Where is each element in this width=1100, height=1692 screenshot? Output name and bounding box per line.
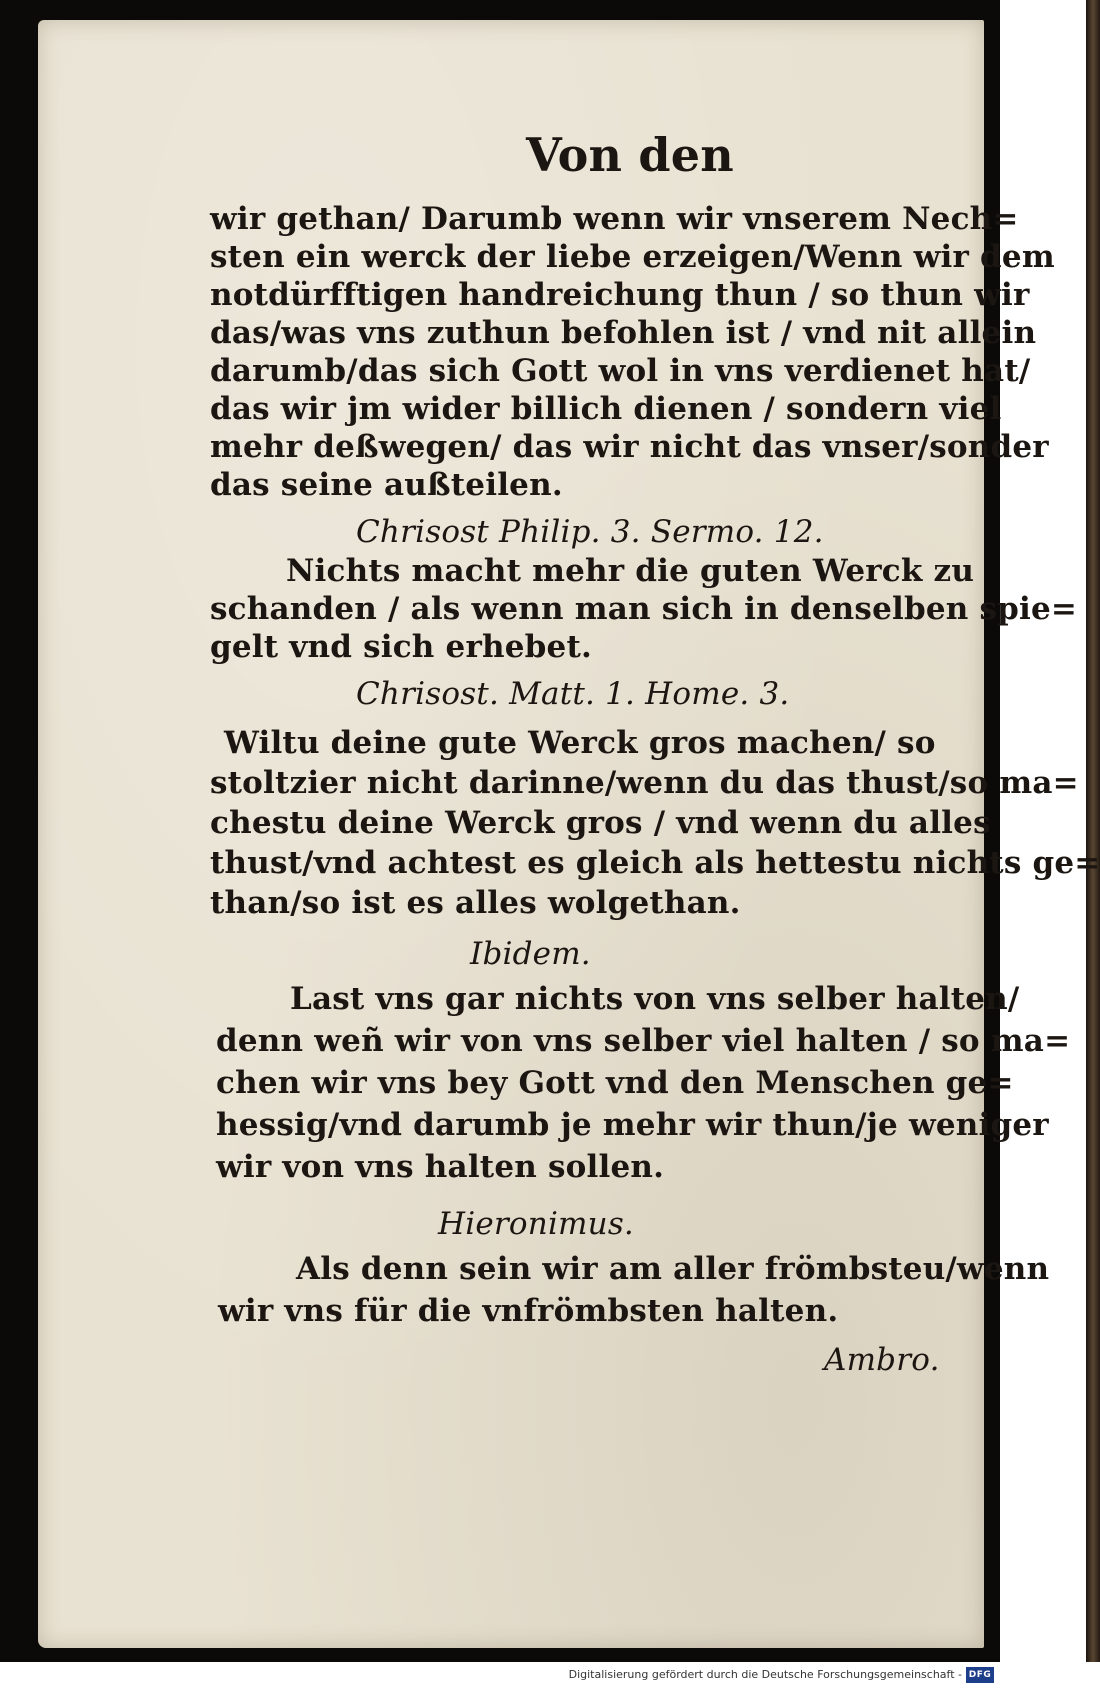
text-line: thust/vnd achtest es gleich als hettestu nichts ge=: [210, 845, 1100, 881]
text-line: Als denn sein wir am aller frömbsteu/wenn: [296, 1251, 1050, 1287]
section-heading: Chrisost. Matt. 1. Home. 3.: [356, 676, 790, 712]
section-heading: Hieronimus.: [438, 1206, 634, 1242]
catchword: Ambro.: [824, 1342, 940, 1378]
text-line: than/so ist es alles wolgethan.: [210, 885, 741, 921]
section-heading: Ibidem.: [470, 936, 591, 972]
dfg-logo-icon: DFG: [966, 1667, 994, 1683]
text-line: stoltzier nicht darinne/wenn du das thust/so ma=: [210, 765, 1079, 801]
funding-credit: Digitalisierung gefördert durch die Deutsche Forschungsgemeinschaft -: [568, 1668, 962, 1681]
text-line: Nichts macht mehr die guten Werck zu: [286, 553, 975, 589]
text-line: das wir jm wider billich dienen / sondern viel: [210, 391, 1002, 427]
text-line: Wiltu deine gute Werck gros machen/ so: [224, 725, 936, 761]
text-line: mehr deßwegen/ das wir nicht das vnser/sonder: [210, 429, 1049, 465]
book-spine: [1086, 0, 1100, 1662]
running-head: Von den: [526, 128, 734, 182]
text-line: wir vns für die vnfrömbsten halten.: [218, 1293, 839, 1329]
text-line: das/was vns zuthun befohlen ist / vnd nit allein: [210, 315, 1037, 351]
text-line: wir gethan/ Darumb wenn wir vnserem Nech=: [210, 201, 1019, 237]
text-line: wir von vns halten sollen.: [216, 1149, 665, 1185]
text-line: Last vns gar nichts von vns selber halten/: [290, 981, 1020, 1017]
text-line: darumb/das sich Gott wol in vns verdienet hat/: [210, 353, 1031, 389]
section-heading: Chrisost Philip. 3. Sermo. 12.: [356, 514, 824, 550]
book-page: [38, 20, 1100, 1648]
text-line: das seine außteilen.: [210, 467, 563, 503]
text-line: chestu deine Werck gros / vnd wenn du alles: [210, 805, 991, 841]
text-line: gelt vnd sich erhebet.: [210, 629, 592, 665]
text-line: chen wir vns bey Gott vnd den Menschen ge=: [216, 1065, 1014, 1101]
text-line: schanden / als wenn man sich in denselben spie=: [210, 591, 1078, 627]
footer: [0, 1662, 1000, 1692]
text-line: hessig/vnd darumb je mehr wir thun/je weniger: [216, 1107, 1049, 1143]
text-line: sten ein werck der liebe erzeigen/Wenn wir dem: [210, 239, 1055, 275]
text-line: notdürfftigen handreichung thun / so thun wir: [210, 277, 1030, 313]
text-line: denn weñ wir von vns selber viel halten / so ma=: [216, 1023, 1071, 1059]
